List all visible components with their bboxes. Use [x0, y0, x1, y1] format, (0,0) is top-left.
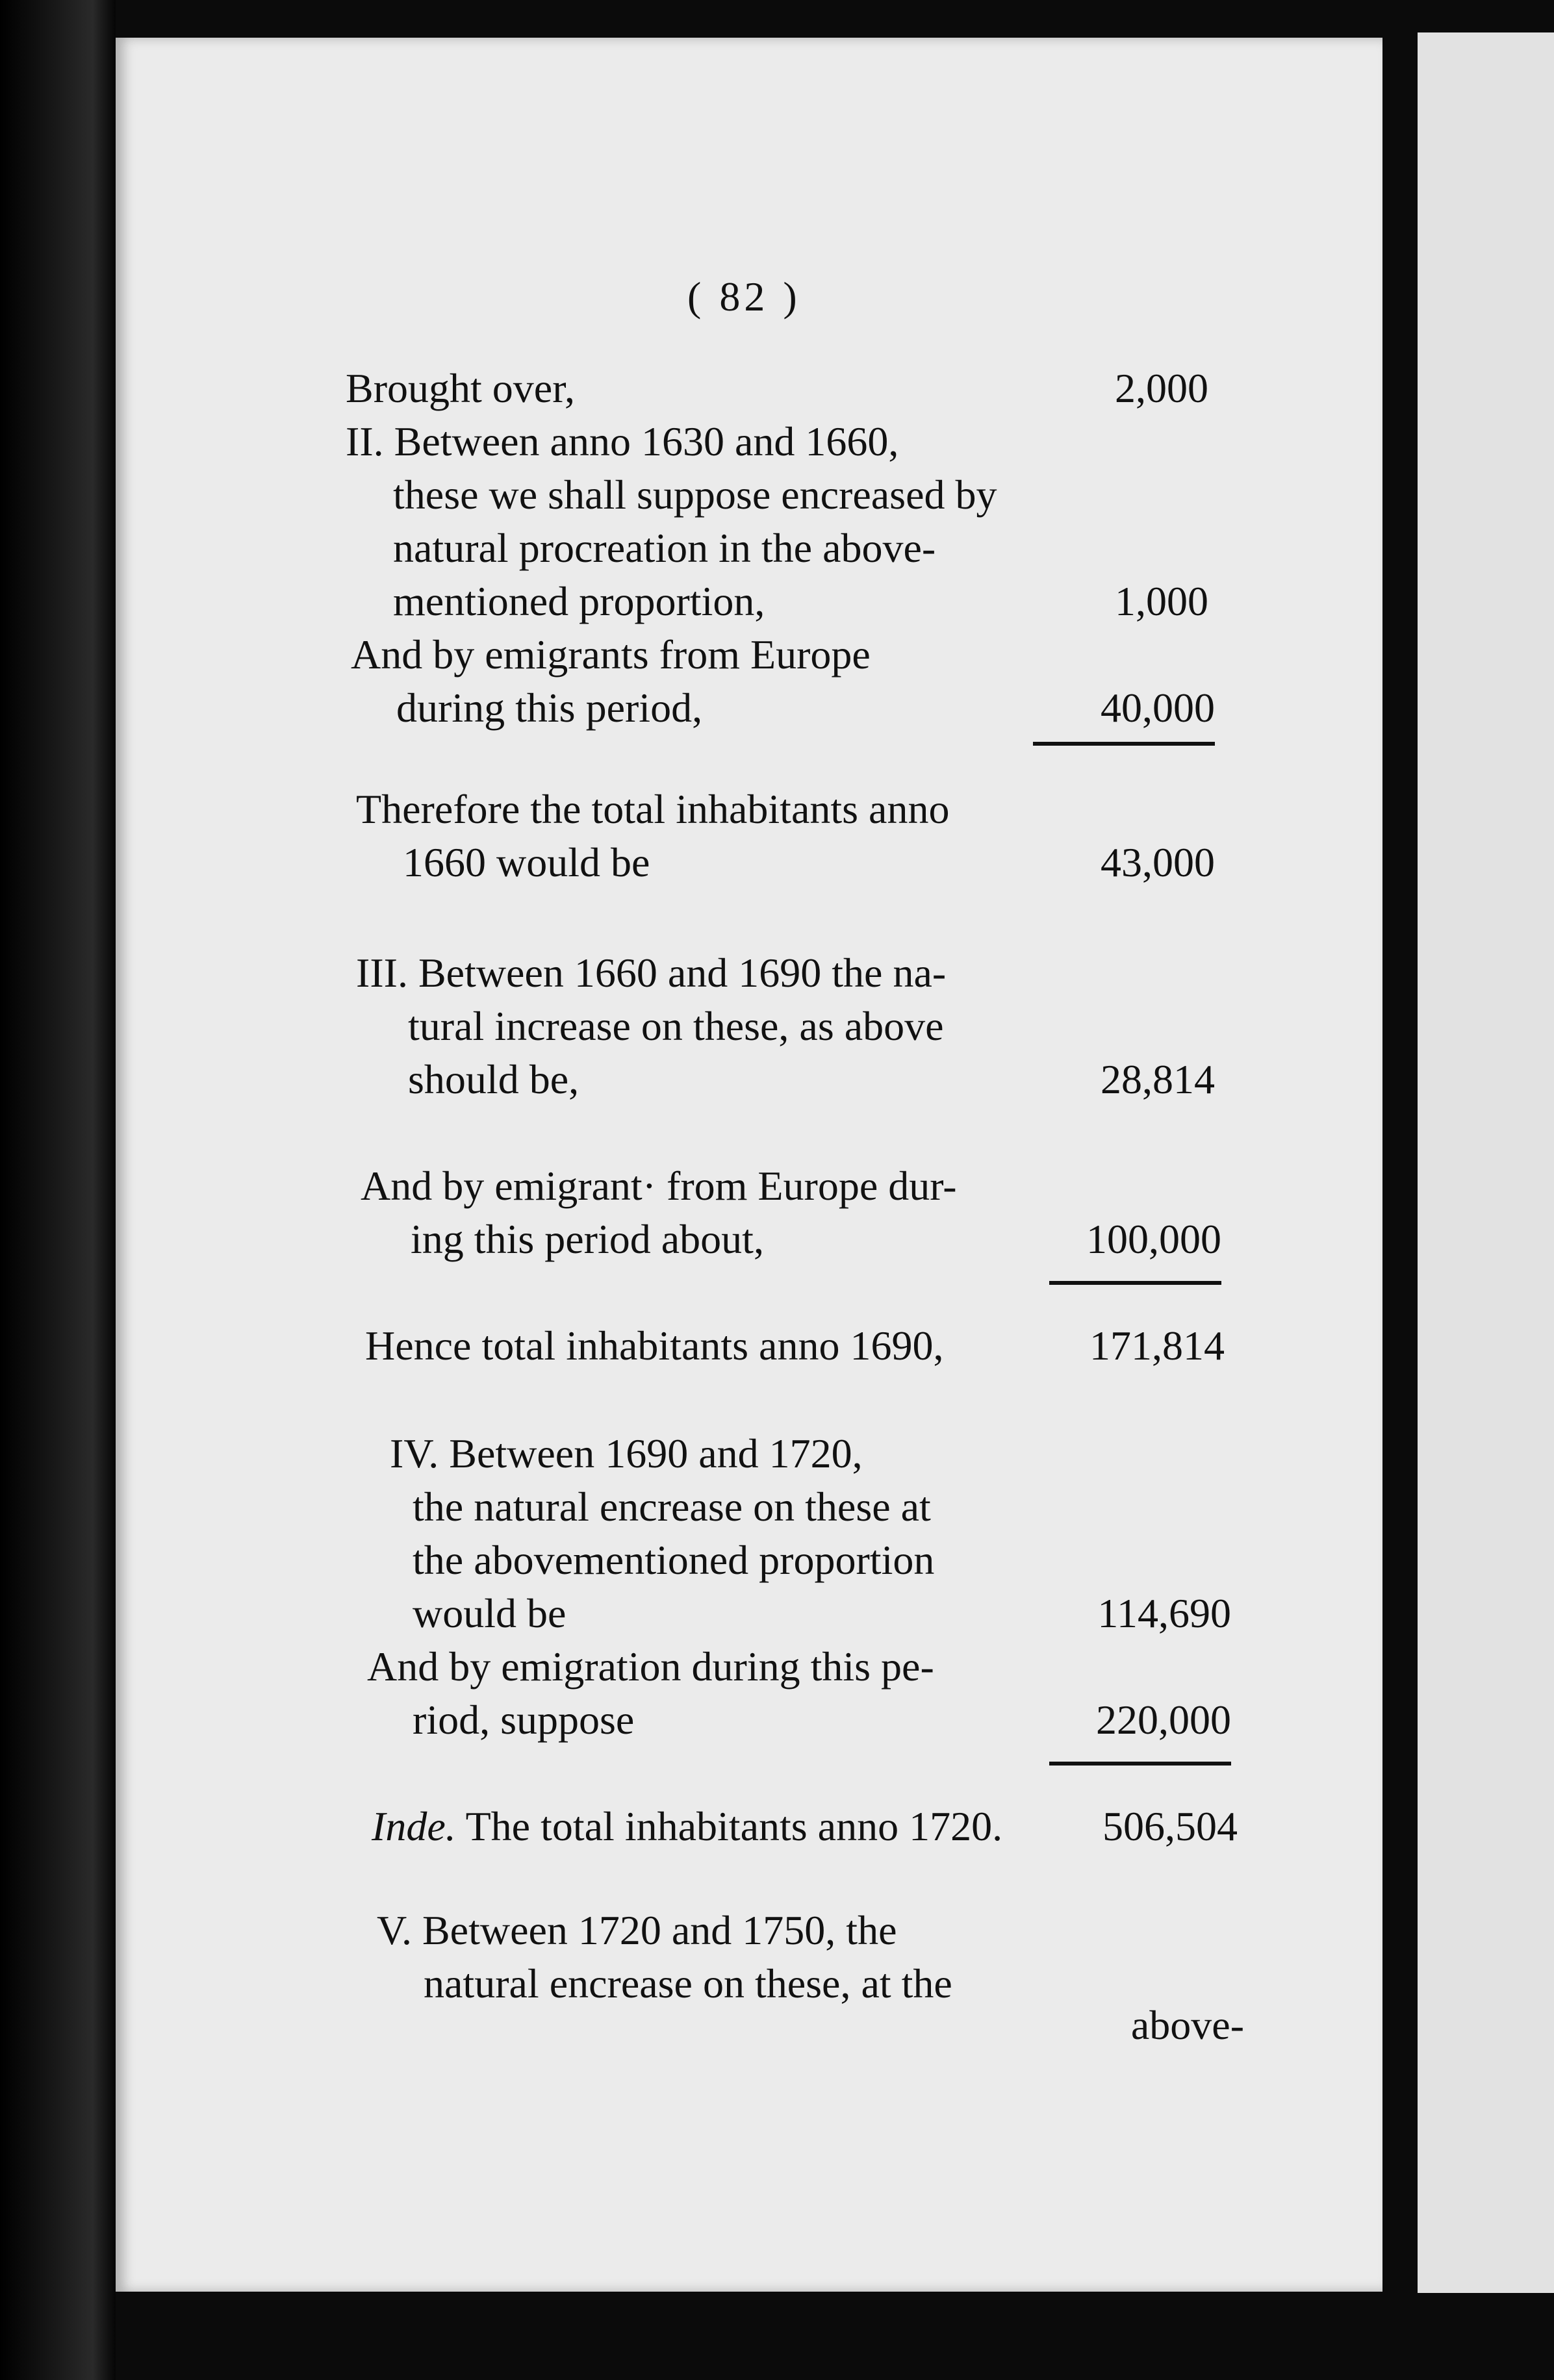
- section-iv-emigration-line-1: And by emigration during this pe-: [367, 1643, 934, 1690]
- section-iii-emigrants-line-2: ing this period about,: [411, 1216, 764, 1262]
- total-1720-label: The total inhabitants anno 1720.: [465, 1803, 1003, 1849]
- section-v-line-2: natural encrease on these, at the: [424, 1960, 952, 2007]
- sum-rule: [1049, 1281, 1221, 1285]
- section-iv-line-3: the abovementioned proportion: [413, 1537, 935, 1583]
- section-v-line-1: V. Between 1720 and 1750, the: [377, 1907, 897, 1953]
- sum-rule: [1049, 1762, 1231, 1766]
- sum-rule: [1033, 742, 1215, 746]
- section-ii-line-2: these we shall suppose encreased by: [393, 472, 997, 518]
- total-1690-label: Hence total inhabitants anno 1690,: [365, 1323, 944, 1369]
- section-iv-emigration-value: 220,000: [1096, 1697, 1231, 1743]
- brought-over-label: Brought over,: [346, 365, 575, 411]
- total-1720-prefix: Inde.: [372, 1803, 456, 1849]
- section-iii-line-2: tural increase on these, as above: [408, 1003, 944, 1049]
- section-iv-line-1: IV. Between 1690 and 1720,: [390, 1430, 863, 1476]
- section-ii-line-3: natural procreation in the above-: [393, 525, 936, 571]
- section-ii-line-1: II. Between anno 1630 and 1660,: [346, 418, 899, 464]
- section-iv-value: 114,690: [1097, 1590, 1231, 1636]
- section-iv-emigration-line-2: riod, suppose: [413, 1697, 635, 1743]
- section-ii-emigrants-line-2: during this period,: [396, 685, 703, 731]
- total-1720-value: 506,504: [1102, 1803, 1238, 1849]
- facing-page-edge: [1418, 32, 1554, 2293]
- total-1720-line: [372, 1801, 1002, 1853]
- section-iii-value: 28,814: [1101, 1056, 1215, 1102]
- section-iv-line-2: the natural encrease on these at: [413, 1484, 931, 1530]
- section-iii-emigrants-value: 100,000: [1086, 1216, 1221, 1262]
- brought-over-value: 2,000: [1115, 365, 1208, 411]
- page-number: ( 82 ): [687, 273, 801, 320]
- total-1690-value: 171,814: [1089, 1323, 1225, 1369]
- catchword: above-: [1130, 2002, 1244, 2048]
- section-ii-line-4: mentioned proportion,: [393, 578, 765, 624]
- total-1660-line-1: Therefore the total inhabitants anno: [356, 786, 950, 832]
- book-spine: [0, 0, 116, 2380]
- section-ii-emigrants-value: 40,000: [1101, 685, 1215, 731]
- section-ii-value: 1,000: [1115, 578, 1208, 624]
- section-iii-line-3: should be,: [408, 1056, 580, 1102]
- section-iii-line-1: III. Between 1660 and 1690 the na-: [356, 950, 947, 996]
- section-iii-emigrants-line-1: And by emigrant· from Europe dur-: [361, 1163, 957, 1209]
- total-1660-line-2: 1660 would be: [403, 839, 650, 885]
- total-1660-value: 43,000: [1101, 839, 1215, 885]
- section-iv-line-4: would be: [413, 1590, 567, 1636]
- section-ii-emigrants-line-1: And by emigrants from Europe: [351, 631, 871, 677]
